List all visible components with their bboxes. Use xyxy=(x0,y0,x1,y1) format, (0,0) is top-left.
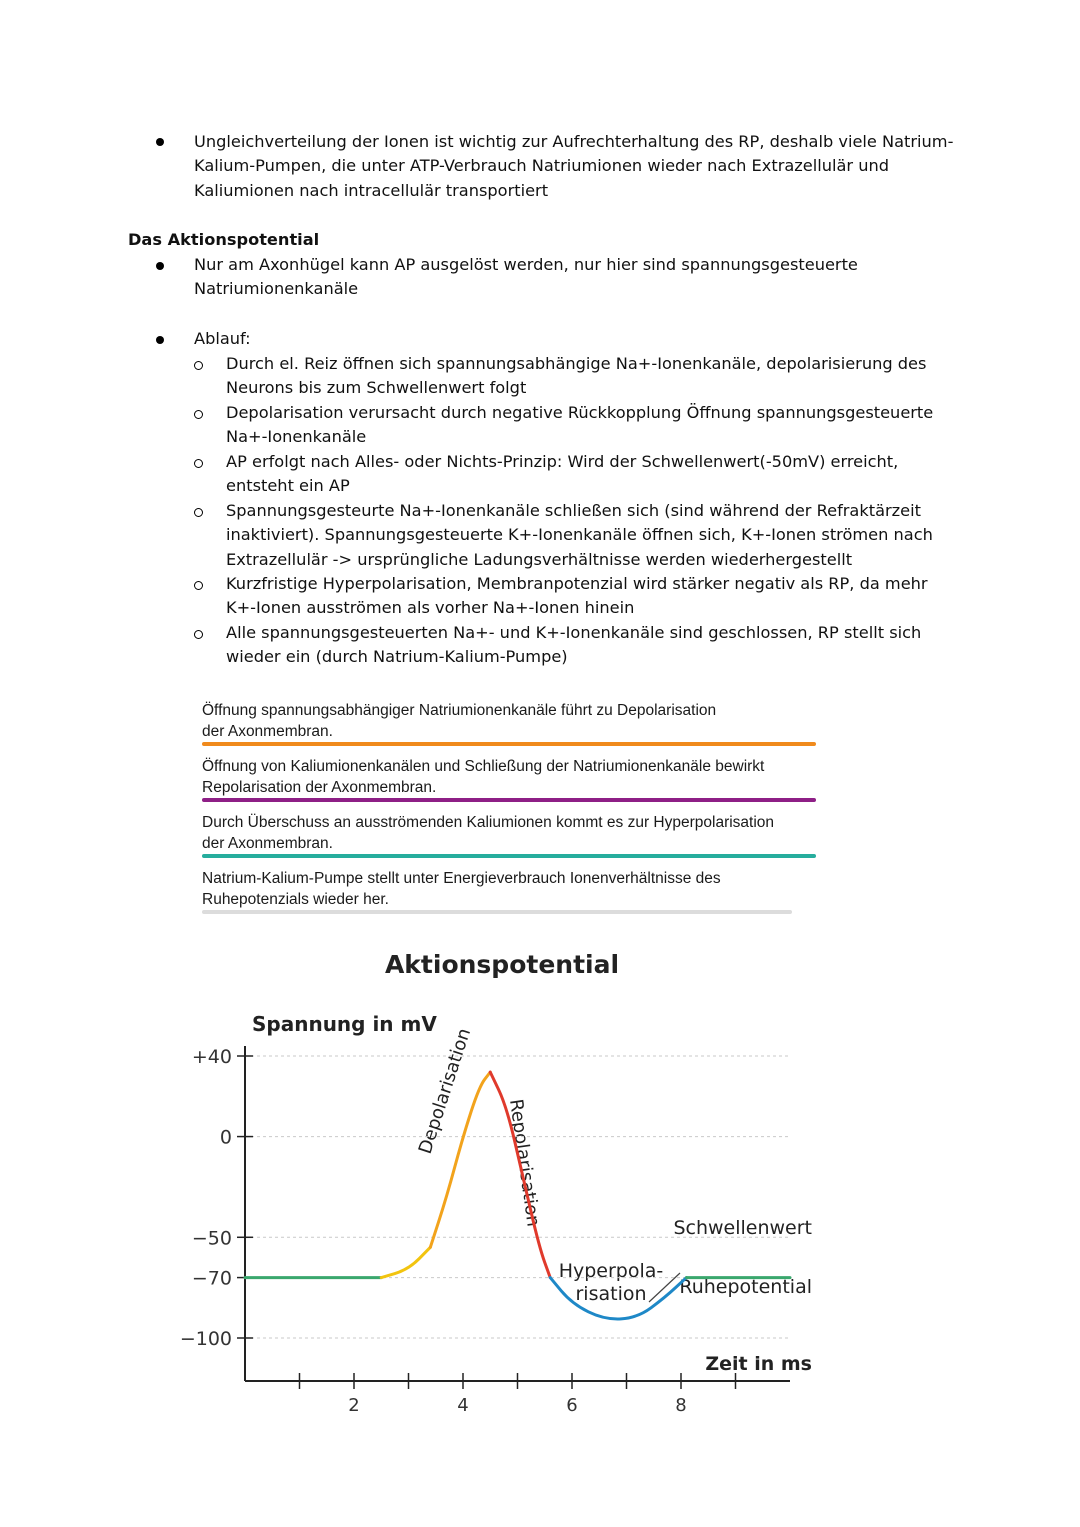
text-line: Durch el. Reiz öffnen sich spannungsabhängige Na+-Ionenkanäle, depolarisierung des xyxy=(226,354,927,373)
action-potential-chart xyxy=(0,930,1080,1470)
text-line: Natriumionenkanäle xyxy=(194,279,359,299)
step-item-2 xyxy=(226,401,1006,450)
chart-title: Aktionspotential xyxy=(384,950,620,979)
step-item-6 xyxy=(226,621,1006,670)
text-line: inaktiviert). Spannungsgesteuerte K+-Ionenkanäle öffnen sich, K+-Ionen strömen nach xyxy=(226,525,933,545)
x-tick-label: 4 xyxy=(457,1395,469,1416)
x-axis-label: Zeit in ms xyxy=(705,1353,812,1375)
legend-item-depolarisation xyxy=(202,700,842,742)
bullet-icon xyxy=(154,332,166,344)
step-item-4 xyxy=(226,499,1006,572)
text-line: Durch Überschuss an ausströmenden Kaliumionen kommt es zur Hyperpolarisation xyxy=(202,814,775,831)
bullet-text-ungleichverteilung xyxy=(194,130,994,203)
circle-bullet-icon xyxy=(193,405,205,417)
text-line: Kalium-Pumpen, die unter ATP-Verbrauch Natriumionen wieder nach Extrazellulär und xyxy=(194,156,889,176)
bullet-text-axonhuegel xyxy=(194,253,994,302)
x-tick-label: 8 xyxy=(675,1395,687,1416)
text-line: der Axonmembran. xyxy=(202,835,333,852)
text-line: Repolarisation der Axonmembran. xyxy=(202,779,437,796)
step-item-5 xyxy=(226,572,1006,621)
circle-bullet-icon xyxy=(193,625,205,637)
legend-item-ruhepotential xyxy=(202,868,842,910)
ablauf-label: Ablauf: xyxy=(194,329,251,348)
annotation-repolarisation: Repolarisation xyxy=(505,1097,544,1228)
text-line: Depolarisation verursacht durch negative Rückkopplung Öffnung spannungsgesteuerte xyxy=(226,403,934,422)
y-axis-label: Spannung in mV xyxy=(252,1012,437,1036)
annotation-ruhepotential: Ruhepotential xyxy=(679,1276,812,1298)
circle-bullet-icon xyxy=(193,356,205,368)
step-item-1 xyxy=(226,352,1006,401)
annotation-hyperpolarisation-2: risation xyxy=(575,1283,647,1305)
text-line: der Axonmembran. xyxy=(202,723,333,740)
legend-color-bar-teal xyxy=(202,854,816,858)
y-tick-label: −70 xyxy=(191,1267,232,1290)
text-line: Natrium-Kalium-Pumpe stellt unter Energieverbrauch Ionenverhältnisse des xyxy=(202,870,721,887)
legend-item-repolarisation xyxy=(202,756,842,798)
legend-item-hyperpolarisation xyxy=(202,812,842,854)
annotation-schwellenwert: Schwellenwert xyxy=(673,1217,812,1239)
text-line: AP erfolgt nach Alles- oder Nichts-Prinzip: Wird der Schwellenwert(-50mV) erreicht, xyxy=(226,452,899,471)
text-line: entsteht ein AP xyxy=(226,476,350,496)
legend-color-bar-grey xyxy=(202,910,792,914)
y-tick-label: 0 xyxy=(219,1126,232,1149)
legend-color-bar-orange xyxy=(202,742,816,746)
annotation-hyperpolarisation-1: Hyperpola- xyxy=(558,1260,664,1282)
circle-bullet-icon xyxy=(193,503,205,515)
text-line: Extrazellulär -> ursprüngliche Ladungsverhältnisse werden wiederhergestellt xyxy=(226,549,853,569)
y-tick-label: +40 xyxy=(191,1046,232,1068)
section-heading: Das Aktionspotential xyxy=(128,230,320,249)
text-line: Ungleichverteilung der Ionen ist wichtig zur Aufrechterhaltung des RP, deshalb viele Natrium- xyxy=(194,132,954,151)
circle-bullet-icon xyxy=(193,576,205,588)
x-tick-label: 2 xyxy=(348,1395,360,1416)
text-line: K+-Ionen ausströmen als vorher Na+-Ionen hinein xyxy=(226,598,635,618)
text-line: Neurons bis zum Schwellenwert folgt xyxy=(226,378,527,398)
x-tick-label: 6 xyxy=(566,1395,578,1416)
text-line: Kaliumionen nach intracellulär transportiert xyxy=(194,180,549,200)
text-line: Öffnung von Kaliumionenkanälen und Schließung der Natriumionenkanäle bewirkt xyxy=(202,758,765,775)
text-line: wieder ein (durch Natrium-Kalium-Pumpe) xyxy=(226,647,568,667)
circle-bullet-icon xyxy=(193,454,205,466)
legend-color-bar-purple xyxy=(202,798,816,802)
text-line: Ruhepotenzials wieder her. xyxy=(202,891,389,908)
text-line: Spannungsgesteurte Na+-Ionenkanäle schließen sich (sind während der Refraktärzeit xyxy=(226,501,921,520)
bullet-icon xyxy=(154,258,166,270)
y-tick-label: −50 xyxy=(191,1227,232,1250)
text-line: Alle spannungsgesteuerten Na+- und K+-Ionenkanäle sind geschlossen, RP stellt sich xyxy=(226,623,922,642)
annotation-depolarisation: Depolarisation xyxy=(414,1025,476,1157)
text-line: Nur am Axonhügel kann AP ausgelöst werden, nur hier sind spannungsgesteuerte xyxy=(194,255,858,274)
text-line: Na+-Ionenkanäle xyxy=(226,427,367,447)
text-line: Kurzfristige Hyperpolarisation, Membranpotenzial wird stärker negativ als RP, da mehr xyxy=(226,574,928,593)
y-tick-label: −100 xyxy=(179,1328,232,1350)
text-line: Öffnung spannungsabhängiger Natriumionenkanäle führt zu Depolarisation xyxy=(202,702,717,719)
bullet-icon xyxy=(154,134,166,146)
series-line-2 xyxy=(381,1247,430,1277)
step-item-3 xyxy=(226,450,1006,499)
